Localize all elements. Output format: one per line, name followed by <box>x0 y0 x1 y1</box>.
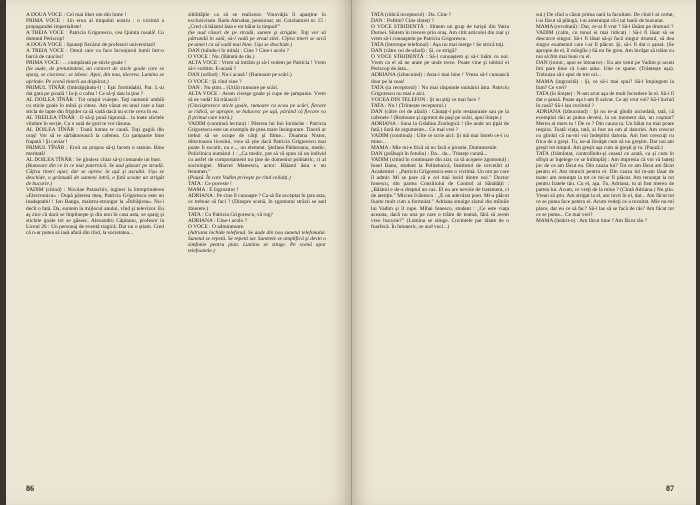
paragraph: A DOUA VOCE : Cel mai liber om din lume ! <box>26 12 127 18</box>
right-page-column-2 <box>536 12 674 464</box>
paragraph: AL DOILEA TÎNĂR : Se gîndesc chiar să-ţi comande un bust. <box>26 157 162 164</box>
paragraph: MAMA (întărit-o) : Am făcut bine ? Am făcut rău ? <box>536 217 648 224</box>
paragraph: ADRIANA : Pe cine îl cunoaşte ? Ca să fie acceptat în ţara asta, ce trebuie să faci ? (Dinspre scenă, în zgomotul străzii se aud zbierete.) <box>188 193 326 212</box>
paragraph: DAN (urlînd) : Nu-i acasă ! (Rumoare pe scări.) <box>188 72 292 79</box>
paragraph: VADIM (citind în continuare din ziar, ca să acopere zgomotul) : Ionel Banu, student la Politehnică, Institutul de cercetări al Academiei : „Patriciu Grigorescu este o victimă. Un om pe care îl admir. Mi se pare că e cel mai lucid dintre noi.” Doctor Ionescu, din partea Consiliului de Control al Sănătăţii : „Băiatul e de-a dreptul un caz. El nu are nevoie de tratament, ci de atenţie.” Mircea Ivănescu : „E un adevărat poet. Mi-a plăcut foarte mult cum a formulat.” Adriana smulge ziarul din mîinile lui Vadim şi îl rupe. Mihai Ionescu, student : „Ce este viaţa aceasta, dacă nu una pe care o trăim de teamă, fără să avem vreo bucurie?” (Lumina se stinge. Cuvintele par tăiate de o foarfecă. În întuneric, se aud voci...) <box>371 157 509 230</box>
book-gutter <box>351 0 352 505</box>
paragraph: ADRIANA : Suna la Grădina Zoologică ! (Se aude un ţipăt de fată.) Soră de argumente... Ce mai vrei ? <box>371 120 509 133</box>
paragraph: DAN : Poftim? Cine sînteţi ? <box>371 18 434 25</box>
paragraph: PRIMUL TÎNĂR : Eroii au propus să-ţi facem o statuie. Bine meritată! <box>26 145 164 158</box>
paragraph: VADIM (continuă) : Uite ce scrie aici: Şi mă mai întreb ce-i cu mine... <box>371 132 509 145</box>
paragraph: A DOUA VOCE : Spuneţi fiecărui de profesori universitari! <box>26 42 156 49</box>
right-page <box>351 0 696 505</box>
right-page-number: 87 <box>666 484 674 493</box>
paragraph: MAMA (revoltată) : Dar, ce-ai fi vrut ? Să-l lăsăm pe drumuri ? <box>536 24 674 31</box>
paragraph: TATA : Ce poveste ! <box>188 181 232 188</box>
paragraph: ALTA VOCE : Vrem să intrăm şi să-l vedem pe Patricia ! Vrem să-i vorbim. E-acasă ? <box>188 60 326 73</box>
paragraph: O VOCE : O admiratoare. <box>188 223 245 230</box>
paragraph: MAMA : E îngrozitor ! <box>188 187 239 194</box>
paragraph: ADRIANA (izbucnind) : Şi nu te-ai gîndit niciodată, tată, că exemplul tău ar putea deveni, la un moment dat, un coşmar? Mereu ai mers tu ! De ce ? Din cauza ta. Un băiat nu mai poate respira. Toată viaţa, tată, ai fost un om al datoriei. Am crescut cu gîndul că nu-mi voi îndeplini datoria. Am fost crescuţi cu frica de a greşi. Tu, ne-ai învăţat cum să nu greşim. Dar noi am greşit tot timpul. Am greşit aşa cum ai greşit şi tu. (Pauză.) <box>536 108 674 152</box>
paragraph: A TREIA VOCE : Patricia Grigorescu, cea Quinta rosală! Cu domnul Periscop! <box>26 30 164 43</box>
paragraph: VOCEA DIN TELEFON : Şi nu ştiţi ce mai face ? <box>371 96 480 103</box>
paragraph: (Adriana închide telefonul. Se aude din nou sunetul telefonului. Sunetul se repetă. Se repetă iar. Sunetele se amplifică şi devin o simfonie pentru pian. Lumina se stinge. Pe scenă apar telefoanele.) <box>188 229 326 254</box>
paragraph: (Se aud râsuri de pe stradă, sunete şi strigăte. Toţi vor să pătrundă în sală, să-l vadă pe eroul zilei. Cîţiva tineri se urcă pe umeri ca să vadă mai bine. Uşa se deschide.) <box>188 30 326 49</box>
paragraph: sul.) De cînd a căzut prima oară la facultate. De cînd l-ai certat, l-ai făcut să plângă, l-ai ameninţat că-i tai banii de buzunar. <box>536 12 674 25</box>
paragraph: PRIMUL TÎNĂR (îmbrăţişîndu-l) : Eşti formidabil, Pat. L-ai dat gata pe şcoală ! Ia-ţi o cafea ! Ce să-ţi dau la ţine ? <box>26 84 164 97</box>
paragraph: O VOCE STRIDENTĂ : Să-l cunoaştem şi să-l luăm cu noi. Vrem ca el să ne arate pe unde trece. Poate vine şi iubitul ei Periscop de ăsta... <box>371 54 509 73</box>
paragraph: TATA (ia receptorul) : Nu mai răspunde numărul ăsta. Patriciu Grigorescu nu mai e aici. <box>371 84 509 97</box>
paragraph: sibilităţile ca să se realizeze. Vinovăţia îi aparţine în exclusivitate. Radu Abrudan, pensionar, str. Coiobaturei nr. 15 : „Cred că băiatul ăsta e tot băiat la timpul!” <box>188 12 326 31</box>
paragraph: VADIM (continuă lectura) : Părerea lui Ion Iordache : Patricia Grigorescu este un exemplu de prea mare însingurare. Tinerii ar trebui să se ocupe de cărţi şi filme... Doamna Nistor, directoarea liceului, vrea să ştie dacă Patricia Grigorescu mai poate fi socotit, nu e..., un element. Ştefana Pădureanu, medic, Policlinica numărul 1 : „Ca medic, pot să vă spun că un individ cu astfel de comportament nu ţine de domeniul psihiatric, ci al sociologiei. Marcel Mateescu, actor: Băiatul ăsta e un fenomen.” <box>188 120 326 176</box>
paragraph: AL TREILEA TÎNĂR : O să-ţi pună hipnoză... la toate sticlele vîndute în secţie. Cu o sută de guri te vor răsuna. <box>26 114 164 127</box>
paragraph: PRIMA VOCE : ... cumpărată pe sticle goale ! <box>26 60 127 67</box>
left-page <box>6 0 351 505</box>
paragraph: (Pauză. În care Vadim priveşte pe rînd ceilalţi.) <box>188 175 291 182</box>
paragraph: ADRIANA (izbucnind) : Asta-i mai bine ! Vreau să-l cunoască doar pe la ceas! <box>371 72 509 85</box>
paragraph: VADIM (calm, cu tonul ei mai ridicat) : Să-i fi lăsat să se descurce singur. Să-i fi lăsat să-şi facă singur drumul, să dea singur examenul care i-ar fi plăcut. Şi, să-i fi dat o şansă. (Se apropie de el, îl mîngîie.) Să nu fie greu. Am învăţat să trăim cu noi să fim mai buni cu el. <box>536 30 674 61</box>
paragraph: ALTA VOCE : Avem ciresşe goale şi cupe de şampanie. Vrem să ne vadă! Să trăiască ! <box>188 90 326 103</box>
paragraph: MAMA : Mie mi-e frică să nu facă o prostie, Dumnezeule. <box>371 145 498 152</box>
paragraph: DAN (ironic, apoi se întoarce) : Eu am venit pe Vadim şi acum îmi pare bine că l-am adus. Uite ce spune. (Trântește uşa). Trebuiau să-i spui de trei ori... <box>536 60 674 79</box>
paragraph: TATA (frămîntat, controlîndu-şi ceasul ce arată, ca și cum în sfîrşit ar înţelege ce se întîmplă) : Am impresia că voi vă bateţi joc de ce am făcut eu. Din cauza lui? Tot ce am făcut am făcut pentru el. Am muncit pentru el. Din cauza lui m-am lăsat de toate: am renunţat la tot ce mi-ar fi plăcut. Am renunţat la tot pentru fratele tău. Cu el, aşa. Tu, Adriana, tu ai fost mereu de partea lui. Acum, ce vreţi de la mine ? (Cîntă Adriana.) Nu ştiu. Vreau să ştiu. Am strigat la el, am lovit în el, dar... Am făcut tot ce se putea face pentru el. Acum vedeţi ce a rezultat. Mie nu-mi place, dar eu ce să fac? Să-l las să se facă de râs? Am făcut tot ce se putea... Ce mai vrei? <box>536 151 674 218</box>
paragraph: TATA : Cu Patricia Grigorescu, vă rog? <box>188 211 273 218</box>
paragraph: MAMA (ingrozită) : Şi, ce să-i mai spui? Să-l împingem la fum? Ce vrei? <box>536 78 674 91</box>
book-spread <box>6 0 696 505</box>
paragraph: (Rumoare din ce în ce mai puternică. Se aud glasuri pe stradă. Câţiva tineri apar, dar se opresc la uşă şi ascultă. Ușa se deschide, o grămadă de oameni intră, o fată scoate un strigăt de bucurie.) <box>26 163 164 188</box>
paragraph: AL DOILEA TÎNĂR : Toată lumea te caută. Toţi gagiii din oraş! Vor să te sărbătorească la cafenea. Cu şampanie bine frapată ! Şi caviar ! <box>26 126 164 145</box>
paragraph: ADRIANA : Cine-i acolo ? <box>188 217 247 224</box>
paragraph: TATA (în linişte) : N-am avut aşa de mult încredere în el. Să-i fi dat o şansă. Poate aşa l-am fi salvat. Ce aţi vrut voi? Să-l închid în casă? Să-i iau cuvîntul ? <box>536 90 674 109</box>
right-page-column-1 <box>371 12 509 464</box>
paragraph: DAN (către cei de-afară) : Şi, ce strigă? <box>371 48 457 55</box>
paragraph: PRIMA VOCE : Un erou al timpului nostru : o victimă a propagandei imperialiste! <box>26 18 164 31</box>
paragraph: DAN (prăbuşit în fotoliu) : Da... da... Tristeţe curată... <box>371 151 488 158</box>
left-page-column-1 <box>26 12 164 464</box>
paragraph: DAN (luîndu-i în mînă) : Cine ? Cine-i acolo ? <box>188 48 290 55</box>
paragraph: (Cincisprezece sticle goale, rumoare cu ecou pe scări, fiecare se ridică, se apropie, se bulucesc pe uşă, părând că fiecare va fi primul care intră.) <box>188 102 326 121</box>
paragraph: AL DOILEA TÎNĂR : Tot oraşul vuieşte. Toţi oamenii umblă cu sticle goale în mînă şi citesc. Am văzut eu unul care a luat sticla de lapte din frigider ca să vadă dacă nu scrie ceva în ea. <box>26 96 164 115</box>
paragraph: O VOCE : Nu. (Bătută de râs.) <box>188 54 255 61</box>
paragraph: TATA : Nu ! (Trîntește receptorul.) <box>371 102 446 109</box>
left-page-column-2 <box>188 12 326 464</box>
left-page-number: 86 <box>26 484 34 493</box>
paragraph: A TREIA VOCE : Omul care va face înconjurul lumii într-o barcă de cauciuc! <box>26 48 164 61</box>
paragraph: TATA (întrerupe telefonul) : Aşa nu mai merge ! Se strică toţi. <box>371 42 505 49</box>
paragraph: O VOCE : Şi cînd vine ? <box>188 78 242 85</box>
paragraph: TATA (ridică receptorul) : Da. Cine ? <box>371 12 452 18</box>
paragraph: VADIM (citind) : Nicolae Paraschiv, inginer la întreprinderea «Electronica» : După părerea mea, Patricia Grigorescu este un inadaptabil ! Ion Banga, maistru-strungar la «Înfrăţirea». Nu-i decît o fată. Da, suntem la mijlocul anului, vînd şi televizor. Eu aş zice că dacă se împlineşte şi din nou în casa asta, se sparg şi sticlele goale tot se găsesc. Alexandru Căpitanu, profesor la Liceul 26 : Un personaj de eventă tragică. Dar nu o ştiam. Cred că n-ar putea să iasă afară din rînd, la societatea... <box>26 187 164 236</box>
paragraph: (Se aude, de pretutindeni, un concert de sticle goale care se sparg, se ciocnesc, se izbesc. Apoi, din nou, tăcerea. Lumina se aprinde. Pe scenă tinerii au dispărut.) <box>26 66 164 85</box>
paragraph: DAN (către cei de afară) : Căutaţi-l prin restaurante sau pe la cafenele ! (Rumoare şi zgomot de paşi pe scări, apoi linişte.) <box>371 108 509 121</box>
paragraph: DAN : Nu ştim... (Urlă) rumoare pe scări. <box>188 84 279 91</box>
paragraph: O VOCE STRIDENTĂ : Sîntem un grup de turişti din Vatra Dornei. Sîntem în trecere prin oraş. Am citit articolul din ziar şi vrem să-l cunoaştem pe Patriciu Grigorescu. <box>371 24 509 43</box>
